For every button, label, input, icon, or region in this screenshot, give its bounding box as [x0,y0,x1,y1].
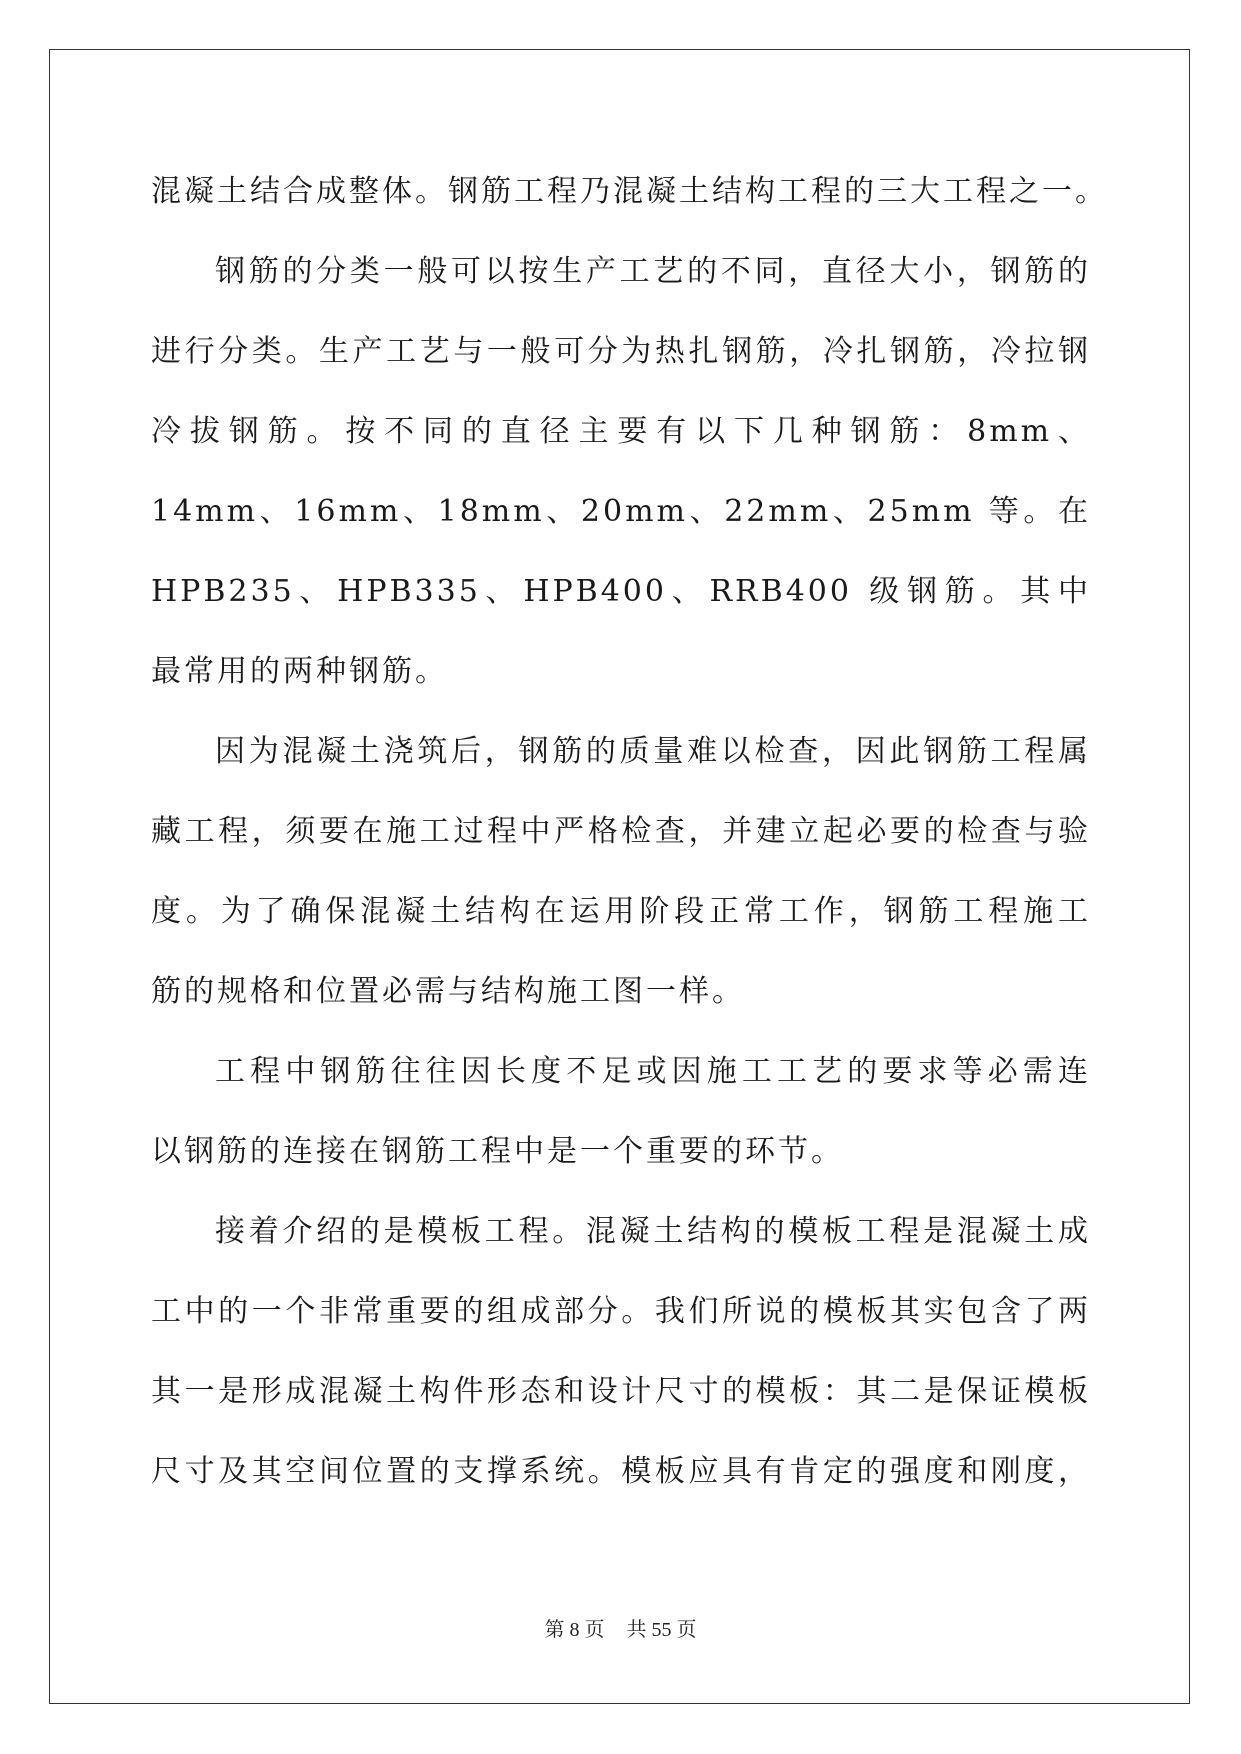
text-line: HPB235、HPB335、HPB400、RRB400 级钢筋。其中 [151,574,1091,609]
text-line: 筋的规格和位置必需与结构施工图一样。 [151,974,745,1009]
text-line: 混凝土结合成整体。钢筋工程乃混凝土结构工程的三大工程之一。 [151,174,1108,209]
text-line: 尺寸及其空间位置的支撑系统。模板应具有肯定的强度和刚度， [151,1454,1091,1489]
text-line: 以钢筋的连接在钢筋工程中是一个重要的环节。 [151,1134,844,1169]
text-line: 工程中钢筋往往因长度不足或因施工工艺的要求等必需连 [215,1054,1091,1089]
text-line: 14mm、16mm、18mm、20mm、22mm、25mm 等。在 [151,494,1091,529]
text-line: 度。为了确保混凝土结构在运用阶段正常工作，钢筋工程施工 [151,894,1091,929]
text-line: 接着介绍的是模板工程。混凝土结构的模板工程是混凝土成 [215,1214,1091,1249]
document-body [151,152,1108,1512]
text-line: 因为混凝土浇筑后，钢筋的质量难以检查，因此钢筋工程属 [215,734,1091,769]
text-line: 最常用的两种钢筋。 [151,654,448,689]
text-line: 进行分类。生产工艺与一般可分为热扎钢筋，冷扎钢筋，冷拉钢 [151,334,1091,369]
text-line: 钢筋的分类一般可以按生产工艺的不同，直径大小，钢筋的 [215,254,1091,289]
page-number: 第 8 页 [544,1619,605,1641]
page-footer [0,1613,1241,1642]
page-total: 共 55 页 [626,1619,697,1641]
text-line: 冷拔钢筋。按不同的直径主要有以下几种钢筋：8mm、 [151,414,1091,449]
text-line: 藏工程，须要在施工过程中严格检查，并建立起必要的检查与验 [151,814,1091,849]
text-line: 工中的一个非常重要的组成部分。我们所说的模板其实包含了两 [151,1294,1091,1329]
text-line: 其一是形成混凝土构件形态和设计尺寸的模板：其二是保证模板 [151,1374,1091,1409]
